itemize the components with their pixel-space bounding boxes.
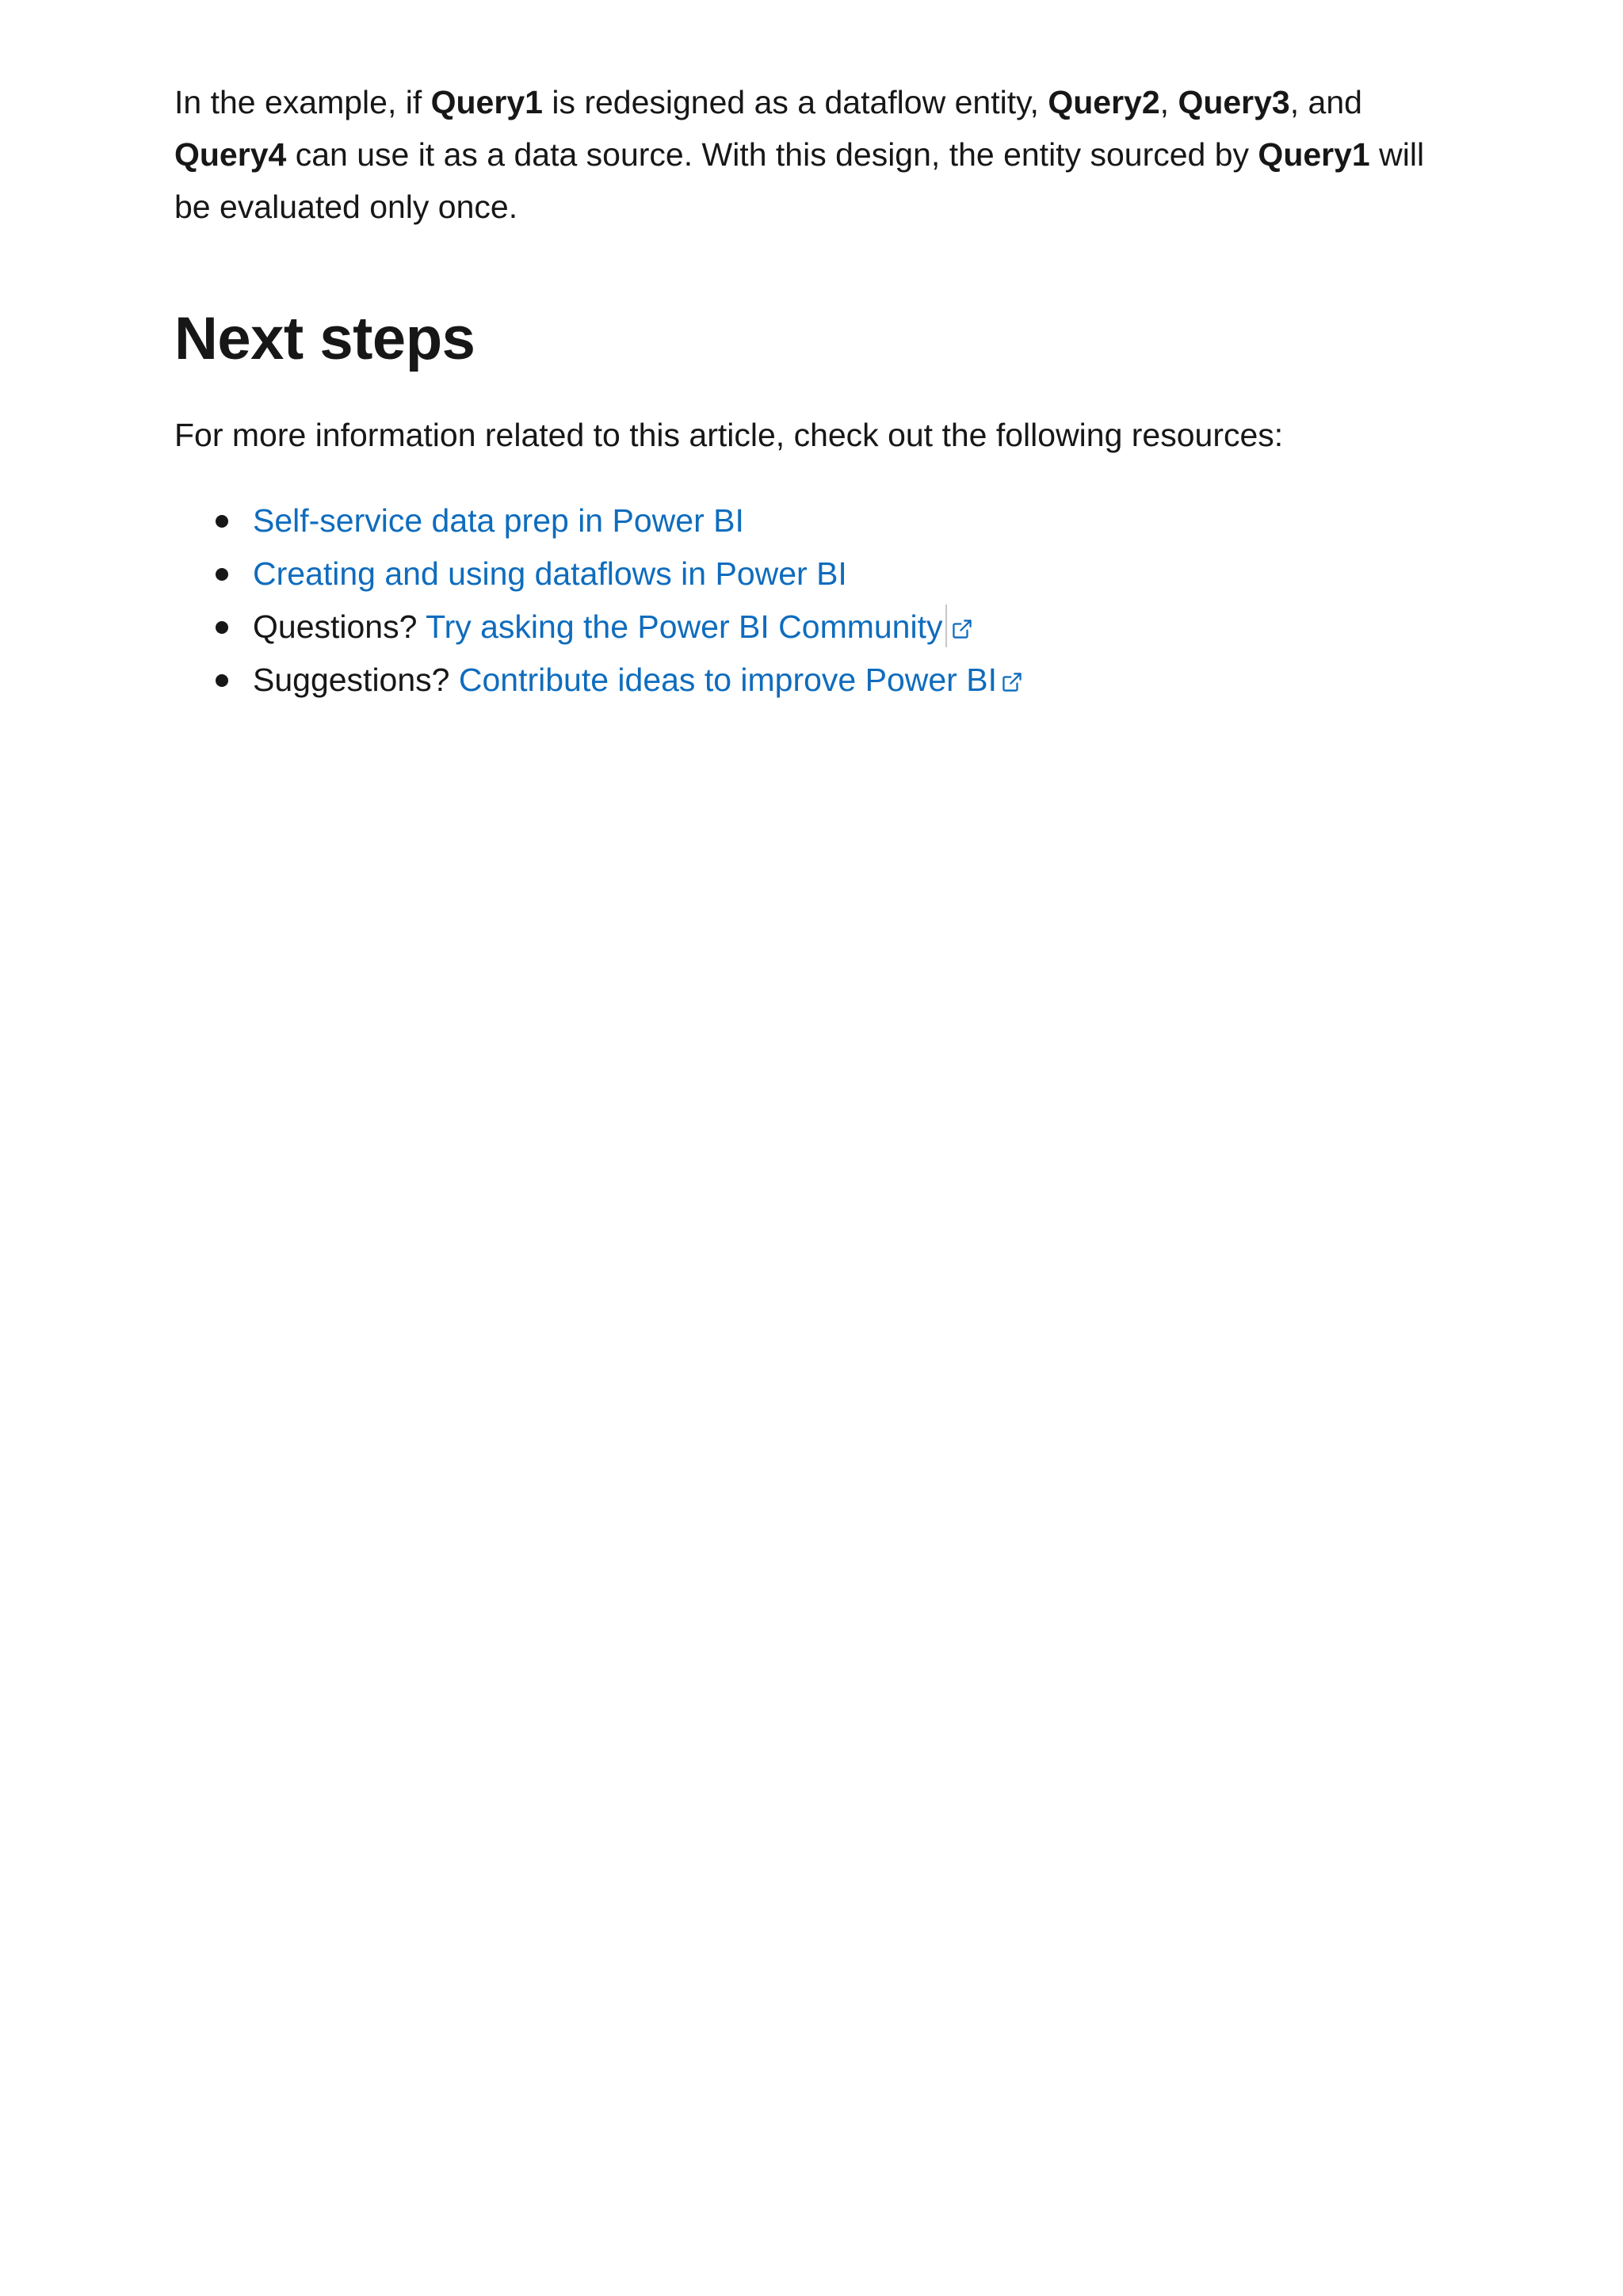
intro-text-4: , and	[1289, 84, 1362, 120]
text-cursor	[945, 605, 947, 647]
bullet-icon	[216, 568, 228, 581]
list-item	[174, 494, 1022, 547]
intro-paragraph	[174, 76, 1458, 233]
intro-text-5: can use it as a data source. With this design, the entity sourced by	[286, 136, 1258, 173]
external-link-icon	[1002, 672, 1022, 692]
bullet-icon	[216, 515, 228, 528]
intro-text-3: ,	[1159, 84, 1178, 120]
resource-list	[174, 494, 1022, 707]
link-power-bi-community-label: Try asking the Power BI Community	[426, 608, 943, 645]
intro-text-2: is redesigned as a dataflow entity,	[542, 84, 1048, 120]
suggestions-prefix: Suggestions?	[253, 662, 459, 698]
bullet-icon	[216, 621, 228, 634]
list-item	[174, 601, 1022, 654]
link-contribute-ideas[interactable]	[459, 662, 1022, 698]
query1-term-second: Query1	[1258, 136, 1370, 173]
link-creating-dataflows[interactable]: Creating and using dataflows in Power BI	[253, 555, 847, 592]
query2-term: Query2	[1048, 84, 1160, 120]
next-steps-heading: Next steps	[174, 305, 475, 372]
bullet-icon	[216, 674, 228, 687]
query3-term: Query3	[1178, 84, 1290, 120]
external-link-icon	[952, 619, 972, 639]
query4-term: Query4	[174, 136, 287, 173]
list-item	[174, 654, 1022, 707]
intro-text-1: In the example, if	[174, 84, 431, 120]
list-item	[174, 547, 1022, 601]
link-contribute-ideas-label: Contribute ideas to improve Power BI	[458, 662, 997, 698]
link-self-service-data-prep[interactable]: Self-service data prep in Power BI	[253, 502, 744, 539]
questions-prefix: Questions?	[253, 608, 426, 645]
query1-term: Query1	[430, 84, 543, 120]
intro-text-6: will be evaluated only once.	[174, 136, 1425, 225]
link-power-bi-community[interactable]	[426, 608, 972, 645]
next-steps-lead: For more information related to this article, check out the following resources:	[174, 417, 1284, 453]
